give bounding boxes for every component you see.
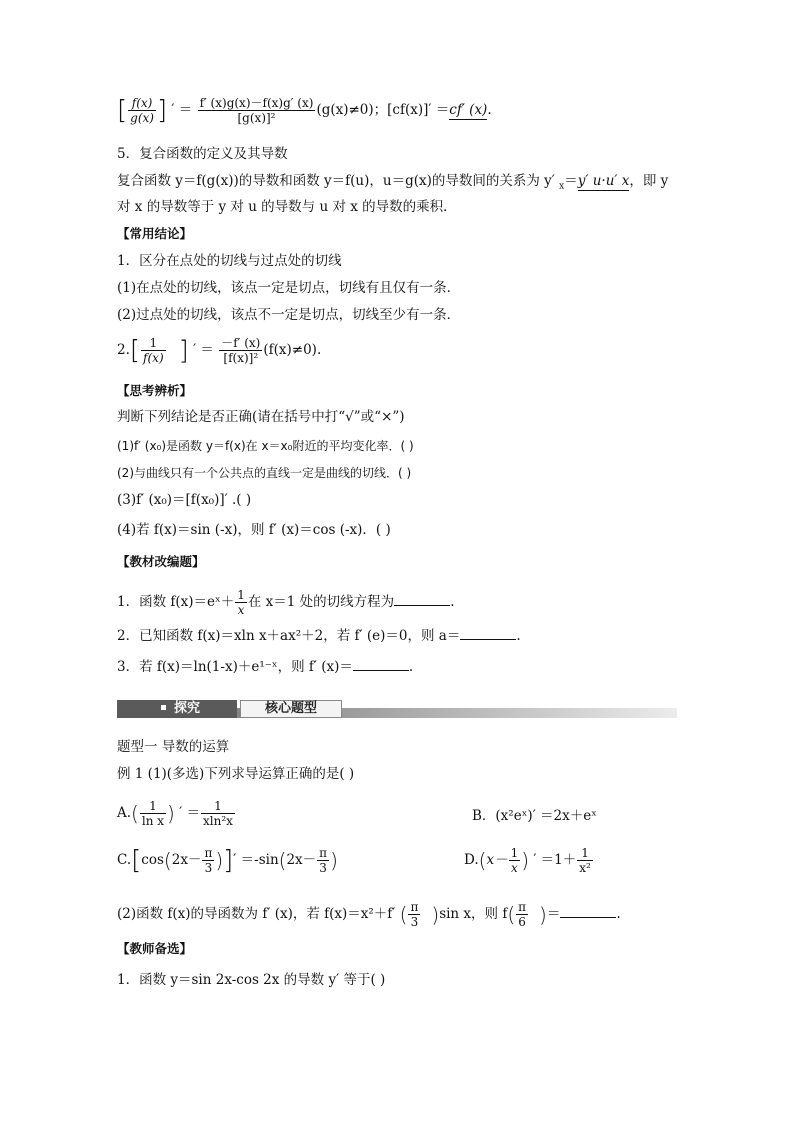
quotient-rule-formula: [ $\frac{f(x)}{g(x)}$ ] ′ ＝ $\frac{f' (x)g(x)-f(x)g' (x)}{\text{[g(x)]²}}$ (g(x)≠0)；[cf(x)]′ ＝cf′ (x). bbox=[117, 95, 492, 126]
options-ab bbox=[117, 799, 677, 828]
type1-title: 题型一 导数的运算 bbox=[117, 739, 230, 755]
banner-tag-explore: 探究 bbox=[117, 700, 237, 718]
quotient-lhs-fraction: $\frac{f(x)}{g(x)}$ bbox=[130, 96, 154, 125]
conclusion-item2: 2.[ $\frac{1}{f(x)}$ ] ′ ＝ $\frac{-f' (x)}{\text{[f(x)]²}}$ (f(x)≠0). bbox=[117, 335, 322, 366]
thinking-q1: (1)f′ (x₀)是函数 y＝f(x)在 x＝x₀附近的平均变化率．( ) bbox=[117, 439, 414, 453]
textbook-q1: 1．函数 f(x)＝eˣ＋ $\frac{1}{x}$ 在 x＝1 处的切线方程为 . bbox=[117, 588, 455, 617]
thinking-q2: (2)与曲线只有一个公共点的直线一定是曲线的切线．( ) bbox=[117, 466, 412, 480]
cf-answer: cf′ (x) bbox=[449, 102, 488, 118]
option-c: C.[cos(2x－ $\frac{\pi}{3}$ )]′ ＝-sin(2x－ $\frac{\pi}{3}$ ) bbox=[117, 845, 338, 876]
thinking-heading: 【思考辨析】 bbox=[117, 383, 193, 398]
option-a: A.( $\frac{1}{\text{ln x}}$ ) ′ ＝ $\frac{1}{\text{xln²x}}$ bbox=[117, 799, 233, 828]
example1-part2: (2)函数 f(x)的导函数为 f′ (x)，若 f(x)＝x²＋f′ ( $\frac{\pi}{3}$ )sin x，则 f( $\frac{\pi}{6}$ )＝ . bbox=[117, 900, 621, 929]
textbook-q3: 3．若 f(x)＝ln(1-x)＋e¹⁻ˣ，则 f′ (x)＝ . bbox=[117, 659, 414, 675]
answer-blank-1[interactable] bbox=[394, 593, 450, 606]
section5-text2: 对 x 的导数等于 y 对 u 的导数与 u 对 x 的导数的乘积． bbox=[117, 199, 457, 215]
thinking-intro: 判断下列结论是否正确(请在括号中打“√”或“×”) bbox=[117, 409, 405, 425]
chain-rule-answer: y′ u·u′ x bbox=[577, 173, 630, 189]
answer-blank-4[interactable] bbox=[560, 905, 616, 918]
thinking-q3: (3)f′ (x₀)＝[f(x₀)]′ .( ) bbox=[117, 492, 252, 508]
textbook-heading: 【教材改编题】 bbox=[117, 554, 205, 569]
teacher-q1: 1．函数 y＝sin 2x-cos 2x 的导数 y′ 等于( ) bbox=[117, 972, 386, 988]
banner-tag-core: 核心题型 bbox=[240, 700, 342, 718]
answer-blank-3[interactable] bbox=[353, 658, 409, 671]
option-b: B．(x²eˣ)′ ＝2x＋eˣ bbox=[472, 808, 597, 824]
square-bullet-icon bbox=[161, 705, 166, 710]
conclusions-heading: 【常用结论】 bbox=[117, 226, 193, 241]
thinking-q4: (4)若 f(x)＝sin (-x)，则 f′ (x)＝cos (-x)．( ) bbox=[117, 522, 391, 538]
answer-blank-2[interactable] bbox=[460, 627, 516, 640]
conclusion-item1: 1．区分在点处的切线与过点处的切线 bbox=[117, 253, 342, 269]
option-d: D.(x－ $\frac{1}{x}$ ) ′ ＝1＋ $\frac{1}{\text{x²}}$ bbox=[464, 846, 591, 875]
quotient-rhs-fraction: $\frac{f' (x)g(x)-f(x)g' (x)}{\text{[g(x)]²}}$ bbox=[199, 96, 314, 125]
textbook-q2: 2．已知函数 f(x)＝xln x＋ax²＋2，若 f′ (e)＝0，则 a＝ . bbox=[117, 628, 521, 644]
example1: 例 1 (1)(多选)下列求导运算正确的是( ) bbox=[117, 766, 355, 782]
section5-title: 5．复合函数的定义及其导数 bbox=[117, 146, 288, 162]
conclusion-item1a: (1)在点处的切线，该点一定是切点，切线有且仅有一条． bbox=[117, 280, 461, 296]
options-cd bbox=[117, 846, 677, 875]
conclusion-item1b: (2)过点处的切线，该点不一定是切点，切线至少有一条． bbox=[117, 307, 461, 323]
teacher-heading: 【教师备选】 bbox=[117, 941, 193, 956]
section-banner bbox=[117, 700, 677, 720]
section5-text1: 复合函数 y＝f(g(x))的导数和函数 y＝f(u)，u＝g(x)的导数间的关系为 y′ $_x$＝y′ u·u′ x，即 y bbox=[117, 173, 669, 192]
